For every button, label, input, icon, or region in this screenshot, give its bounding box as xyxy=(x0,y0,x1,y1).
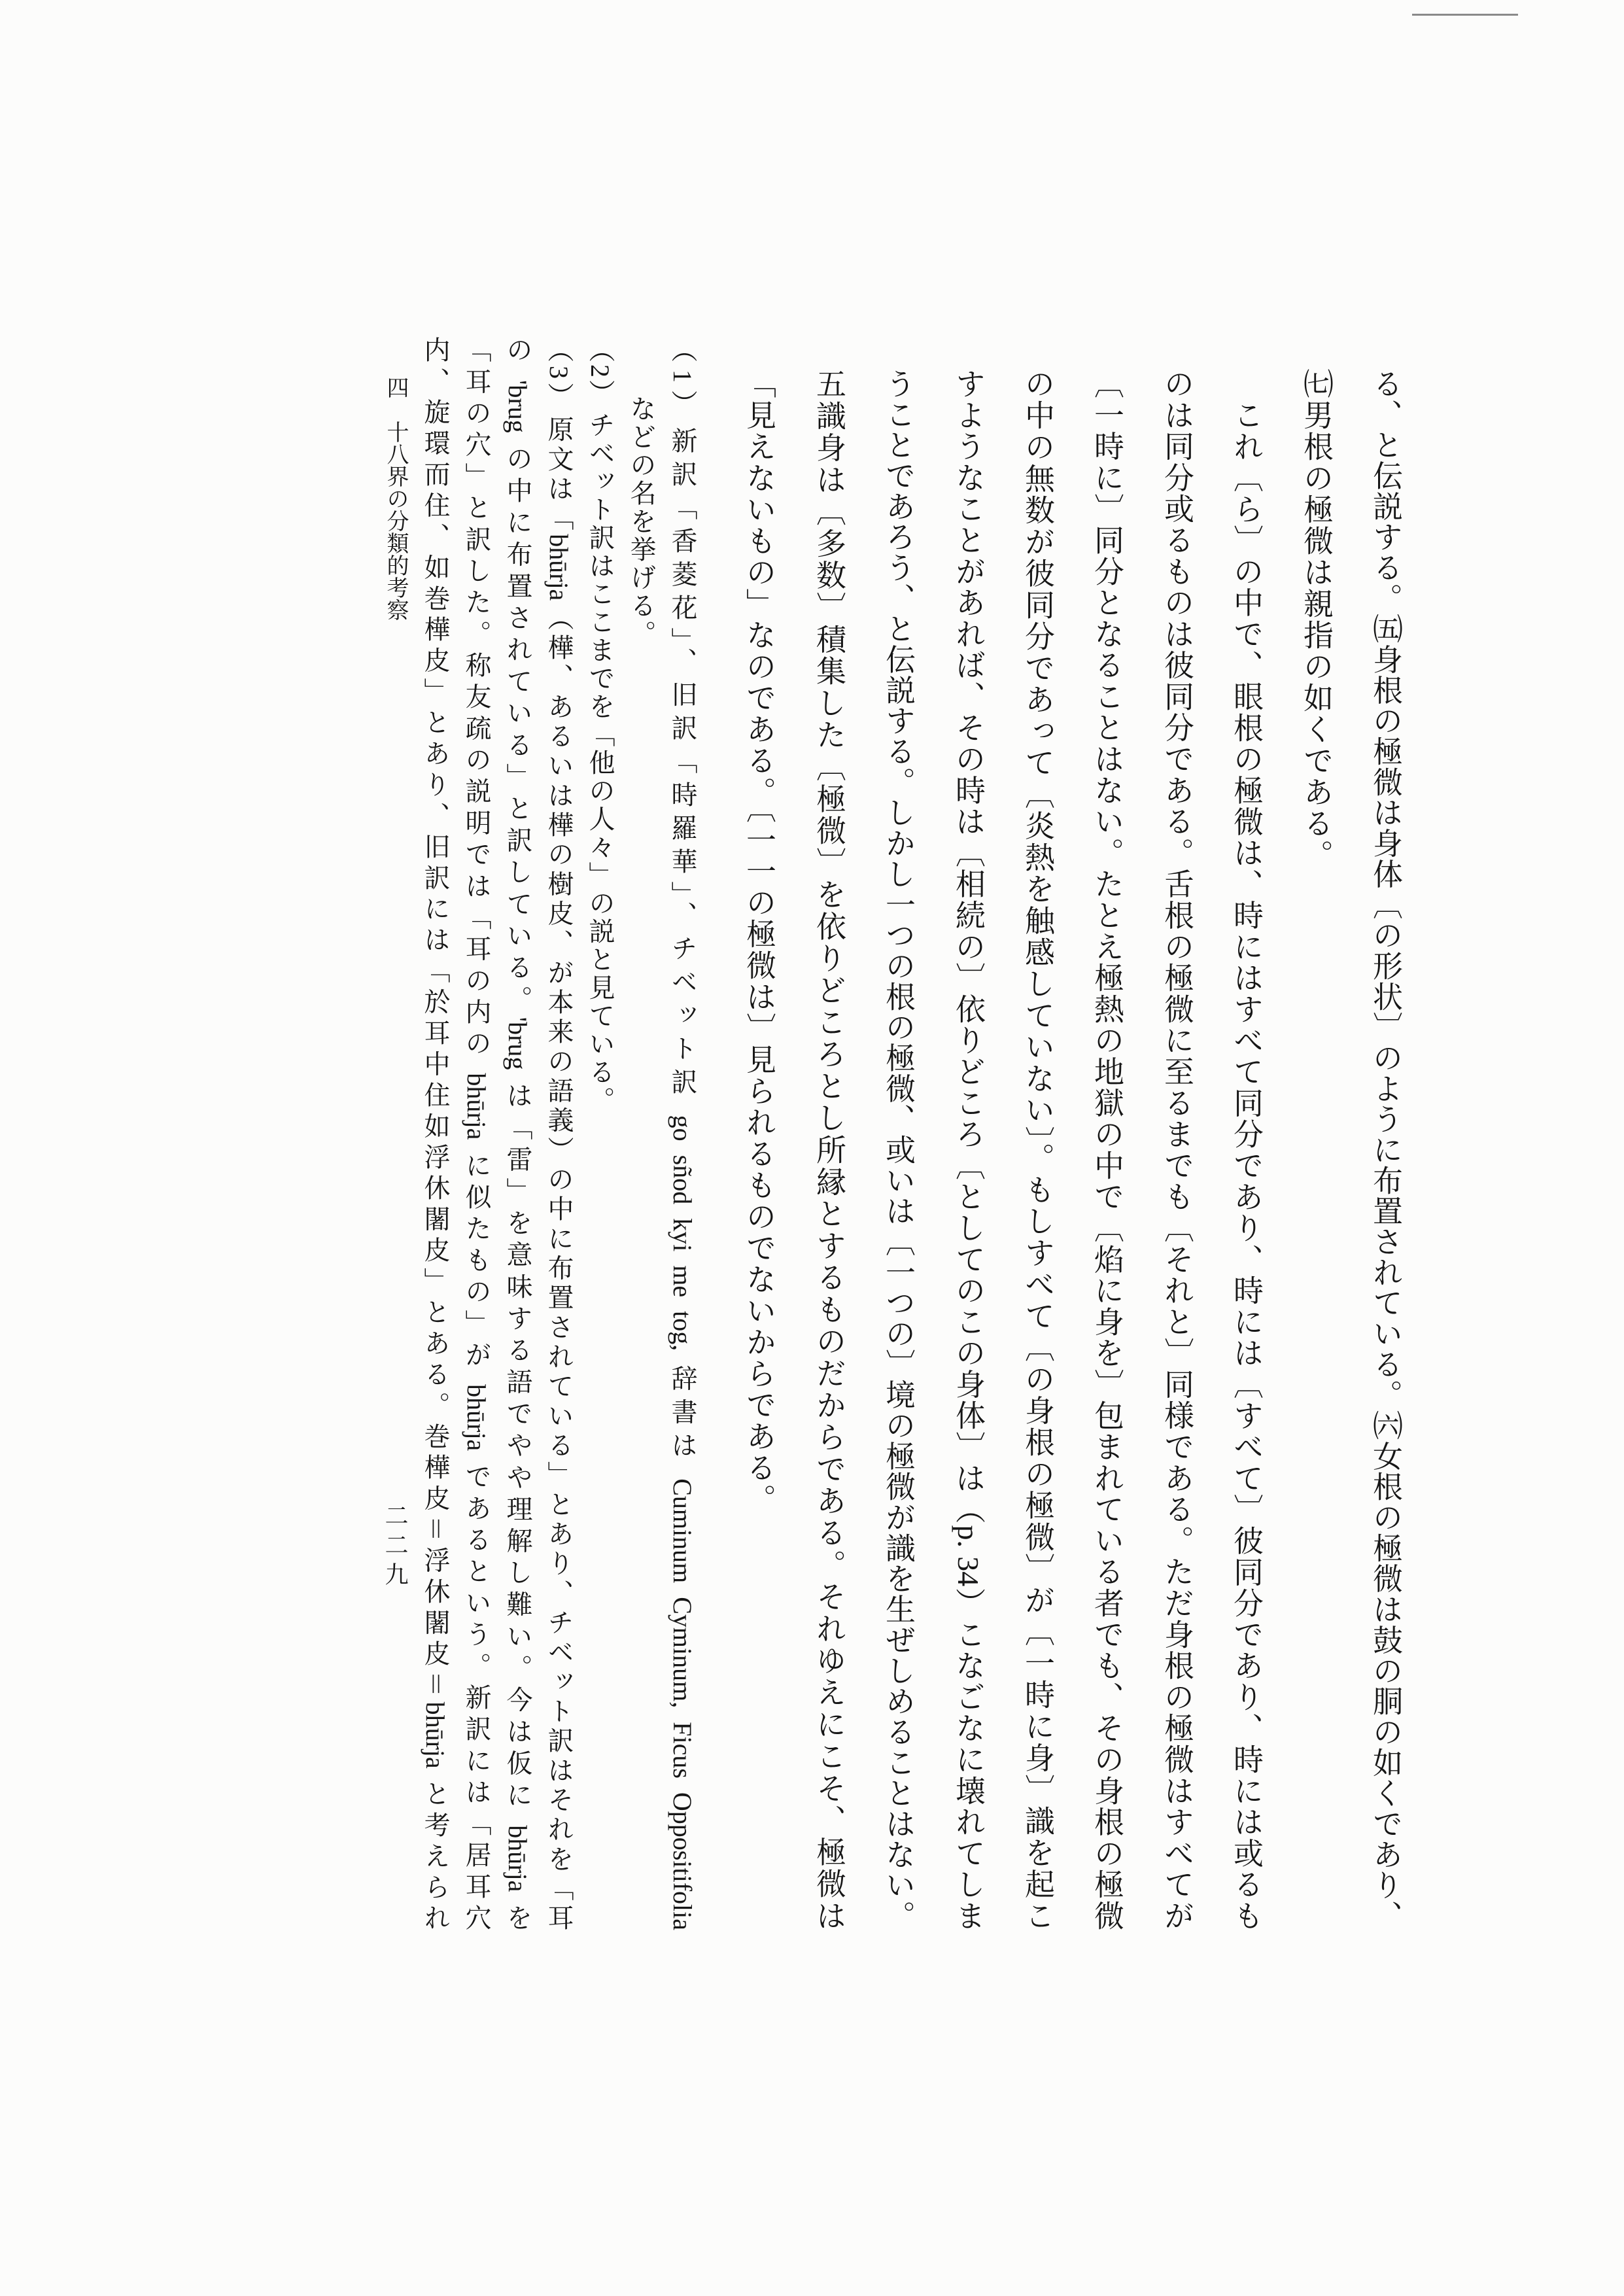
footnote-text: チベット訳はここまでを「他の人々」の説と見ている。 xyxy=(585,411,615,1115)
body-line: のは同分或るものは彼同分である。舌根の極微に至るまでも〔それと〕同様である。ただ身根の極微はすべてが xyxy=(1160,368,1194,1930)
footnote-line xyxy=(587,336,613,1930)
footnote-line xyxy=(669,336,695,1930)
footnote-line: 「耳の穴」と訳した。称友疏の説明では「耳の内の bhūrja に似たもの」が bhūrja であるという。新訳には「居耳穴 xyxy=(462,336,491,1930)
footnote-text: 新訳「香菱花」、旧訳「時羅華」、チベット訳 go sñod kyi me tog, 辞書は Cuminum Cyminum, Ficus Oppositifolia xyxy=(668,426,697,1930)
scan-artifact-line xyxy=(1412,14,1518,16)
body-line: すようなことがあれば、その時は〔相続の〕依りどころ〔としてのこの身体〕は（p. 34）こなごなに壊れてしま xyxy=(952,368,985,1930)
footnote-text: 原文は「bhūrja（樺、あるいは樺の樹皮、が本来の語義）の中に布置されている」とあり、チベット訳はそれを「耳 xyxy=(544,415,574,1931)
footnote-marker: （2） xyxy=(585,336,615,408)
footnote-line xyxy=(545,336,572,1930)
footnote-line: の 'brug の中に布置されている」と訳している。'brug は「雷」を意味する語でやや理解し難い。今は仮に bhūrja を xyxy=(503,336,532,1930)
body-line: 五識身は〔多数〕積集した〔極微〕を依りどころとし所縁とするものだからである。それゆえにこそ、極微は xyxy=(812,368,846,1930)
body-line: 〔一時に〕同分となることはない。たとえ極熱の地獄の中で〔焰に身を〕包まれている者でも、その身根の極微 xyxy=(1090,368,1124,1930)
running-head: 四 十八界の分類的考察 xyxy=(383,376,407,621)
footnote-marker: （3） xyxy=(544,336,574,412)
footnote-marker: （1） xyxy=(668,336,697,423)
footnote-line: などの名を挙げる。 xyxy=(627,395,656,648)
body-line: 「見えないもの」なのである。〔一一の極微は〕見られるものでないからである。 xyxy=(742,368,776,1515)
page-number: 二二九 xyxy=(382,1503,408,1592)
body-line: これ〔ら〕の中で、眼根の極微は、時にはすべて同分であり、時には〔すべて〕彼同分であり、時には或るも xyxy=(1230,400,1263,1931)
body-line: うことであろう、と伝説する。しかし一つの根の極微、或いは〔一つの〕境の極微が識を生ぜしめることはない。 xyxy=(882,368,915,1930)
footnote-line: 内、旋環而住、如巻樺皮」とあり、旧訳には「於耳中住如浮休闍皮」とある。巻樺皮＝浮休闍皮＝bhūrja と考えられ xyxy=(421,336,450,1930)
body-line: の中の無数が彼同分であって〔炎熱を触感していない〕。もしすべて〔の身根の極微〕が〔一時に身〕識を起こ xyxy=(1021,368,1054,1930)
body-line: る、と伝説する。㈤身根の極微は身体〔の形状〕のように布置されている。㈥女根の極微は鼓の胴の如くであり、 xyxy=(1369,368,1402,1931)
body-line: ㈦男根の極微は親指の如くである。 xyxy=(1300,368,1333,871)
